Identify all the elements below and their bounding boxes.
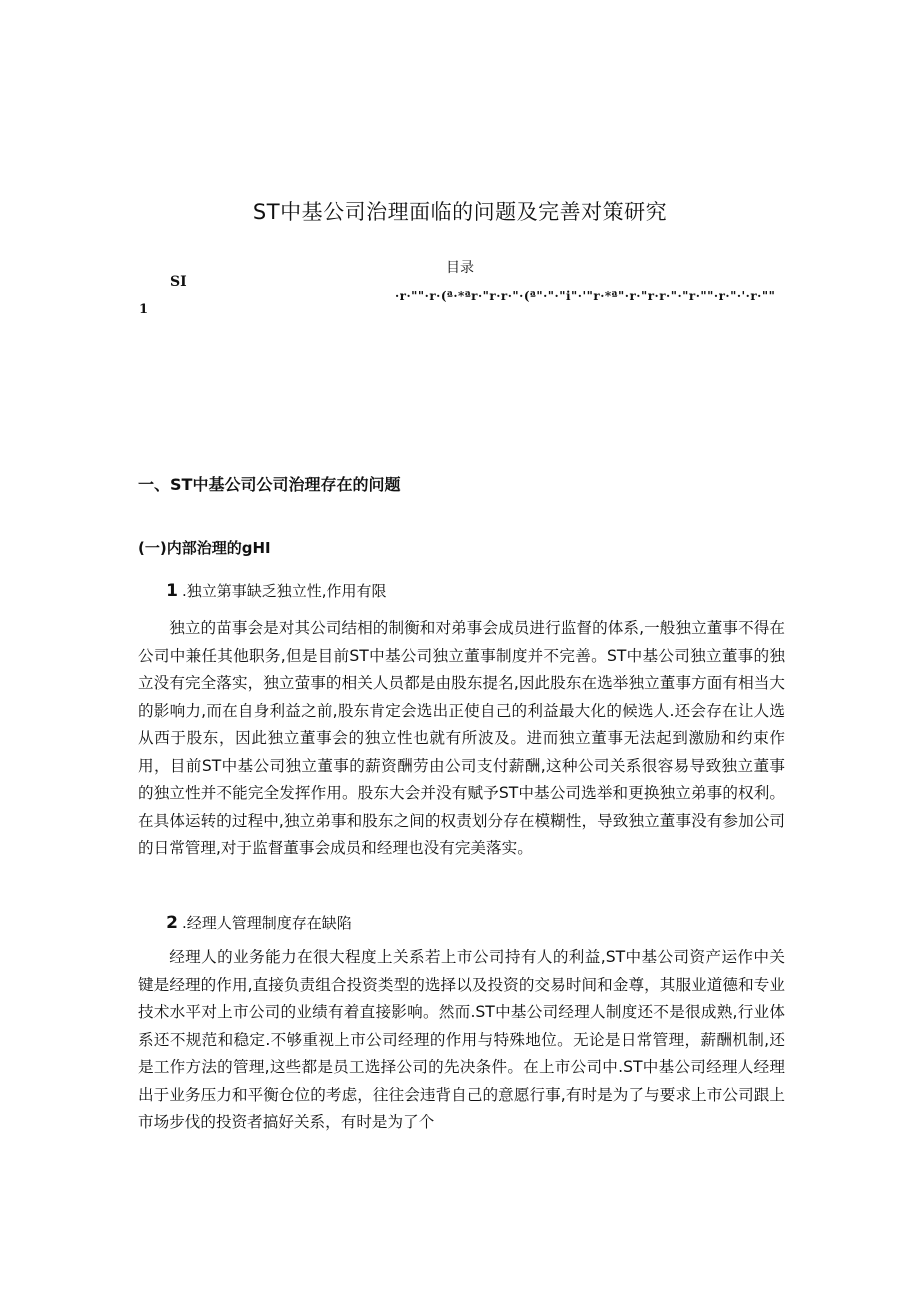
toc-entry-label: SI bbox=[170, 274, 187, 290]
body-paragraph-1: 独立的苗事会是对其公司结相的制衡和对弟事会成员进行监督的体系,一般独立董事不得在公司中兼任其他职务,但是目前ST中基公司独立董事制度并不完善。ST中基公司独立董事的独立没有完全落实，独立萤事的相关人员都是由股东提名,因此股东在选举独立董事方面有相当大的影响力,而在自身利益之前,股东肯定会选出正使自己的利益最大化的候选人.还会存在让人选从西于股东，因此独立董事会的独立性也就有所波及。进而独立董事无法起到激励和约束作用，目前ST中基公司独立董事的薪资酬劳由公司支付薪酬,这种公司关系很容易导致独立董事的独立性并不能完全发挥作用。股东大会并没有赋予ST中基公司选举和更换独立弟事的权利。在具体运转的过程中,独立弟事和股东之间的权责划分存在模糊性，导致独立董事没有参加公司的日常管理,对于监督董事会成员和经理也没有完美落实。 bbox=[138, 619, 785, 857]
toc-entry-leader: ·r·""·r·(ª·*ªr·"r·r·"·(ª"·"·"i"·'"r·*ª"·r·"r·r·"·"r·""·r·"·'·r·"" bbox=[395, 289, 776, 303]
body-paragraph-2: 经理人的业务能力在很大程度上关系若上市公司持有人的利益,ST中基公司资产运作中关键是经理的作用,直接负责组合投资类型的选择以及投资的交易时间和金尊，其服业道德和专业技术水平对上市公司的业绩有着直接影响。然而.ST中基公司经理人制度还不是很成熟,行业体系还不规范和稳定.不够重视上市公司经理的作用与特殊地位。无论是日常管理，薪酬机制,还是工作方法的管理,这些都是员工选择公司的先决条件。在上市公司中.ST中基公司经理人经理出于业务压力和平衡仓位的考虑，往往会违背自己的意愿行事,有时是为了与要求上市公司跟上市场步伐的投资者搞好关系，有时是为了个 bbox=[138, 948, 785, 1131]
section-heading: 一、ST中基公司公司治理存在的问题 bbox=[138, 475, 401, 494]
item-number: 2 bbox=[166, 913, 178, 933]
item-heading-1 bbox=[138, 580, 788, 601]
document-title: ST中基公司治理面临的问题及完善对策研究 bbox=[252, 200, 668, 224]
toc-label: 目录 bbox=[446, 260, 474, 276]
subsection-heading: (一)内部治理的gHI bbox=[138, 539, 271, 557]
item-heading-text: .经理人管理制度存在缺陷 bbox=[182, 914, 352, 932]
item-heading-text: .独立第事缺乏独立性,作用有限 bbox=[182, 582, 387, 600]
toc-entry-page: 1 bbox=[139, 302, 149, 317]
item-number: 1 bbox=[166, 581, 178, 601]
item-heading-2 bbox=[138, 912, 788, 933]
